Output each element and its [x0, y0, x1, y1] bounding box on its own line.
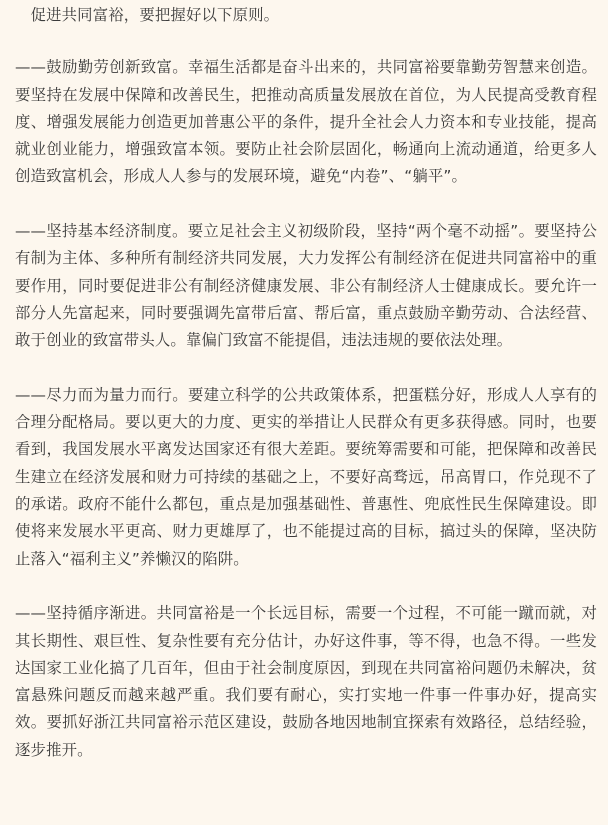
principle-paragraph-3: ——尽力而为量力而行。要建立科学的公共政策体系，把蛋糕分好，形成人人享有的合理分配格局。要以更大的力度、更实的举措让人民群众有更多获得感。同时，也要看到，我国发展水平离发达国家还有很大差距。要统筹需要和可能，把保障和改善民生建立在经济发展和财力可持续的基础之上，不要好高骛远，吊高胃口，作兑现不了的承诺。政府不能什么都包，重点是加强基础性、普惠性、兜底性民生保障建设。即使将来发展水平更高、财力更雄厚了，也不能提过高的目标，搞过头的保障，坚决防止落入“福利主义”养懒汉的陷阱。	[15, 385, 597, 568]
principle-paragraph-4: ——坚持循序渐进。共同富裕是一个长远目标，需要一个过程，不可能一蹴而就，对其长期性、艰巨性、复杂性要有充分估计，办好这件事，等不得，也急不得。一些发达国家工业化搞了几百年，但由于社会制度原因，到现在共同富裕问题仍未解决，贫富悬殊问题反而越来越严重。我们要有耐心，实打实地一件事一件事办好，提高实效。要抓好浙江共同富裕示范区建设，鼓励各地因地制宜探索有效路径，总结经验，逐步推开。	[15, 604, 597, 759]
intro-paragraph: 促进共同富裕，要把握好以下原则。	[15, 6, 280, 24]
principle-paragraph-2: ——坚持基本经济制度。要立足社会主义初级阶段，坚持“两个毫不动摇”。要坚持公有制为主体、多种所有制经济共同发展，大力发挥公有制经济在促进共同富裕中的重要作用，同时要促进非公有制经济健康发展、非公有制经济人士健康成长。要允许一部分人先富起来，同时要强调先富带后富、帮后富，重点鼓励辛勤劳动、合法经营、敢于创业的致富带头人。靠偏门致富不能提倡，违法违规的要依法处理。	[15, 222, 597, 350]
principle-paragraph-1: ——鼓励勤劳创新致富。幸福生活都是奋斗出来的，共同富裕要靠勤劳智慧来创造。要坚持在发展中保障和改善民生，把推动高质量发展放在首位，为人民提高受教育程度、增强发展能力创造更加普惠公平的条件，提升全社会人力资本和专业技能，提高就业创业能力，增强致富本领。要防止社会阶层固化，畅通向上流动通道，给更多人创造致富机会，形成人人参与的发展环境，避免“内卷”、“躺平”。	[15, 58, 597, 186]
